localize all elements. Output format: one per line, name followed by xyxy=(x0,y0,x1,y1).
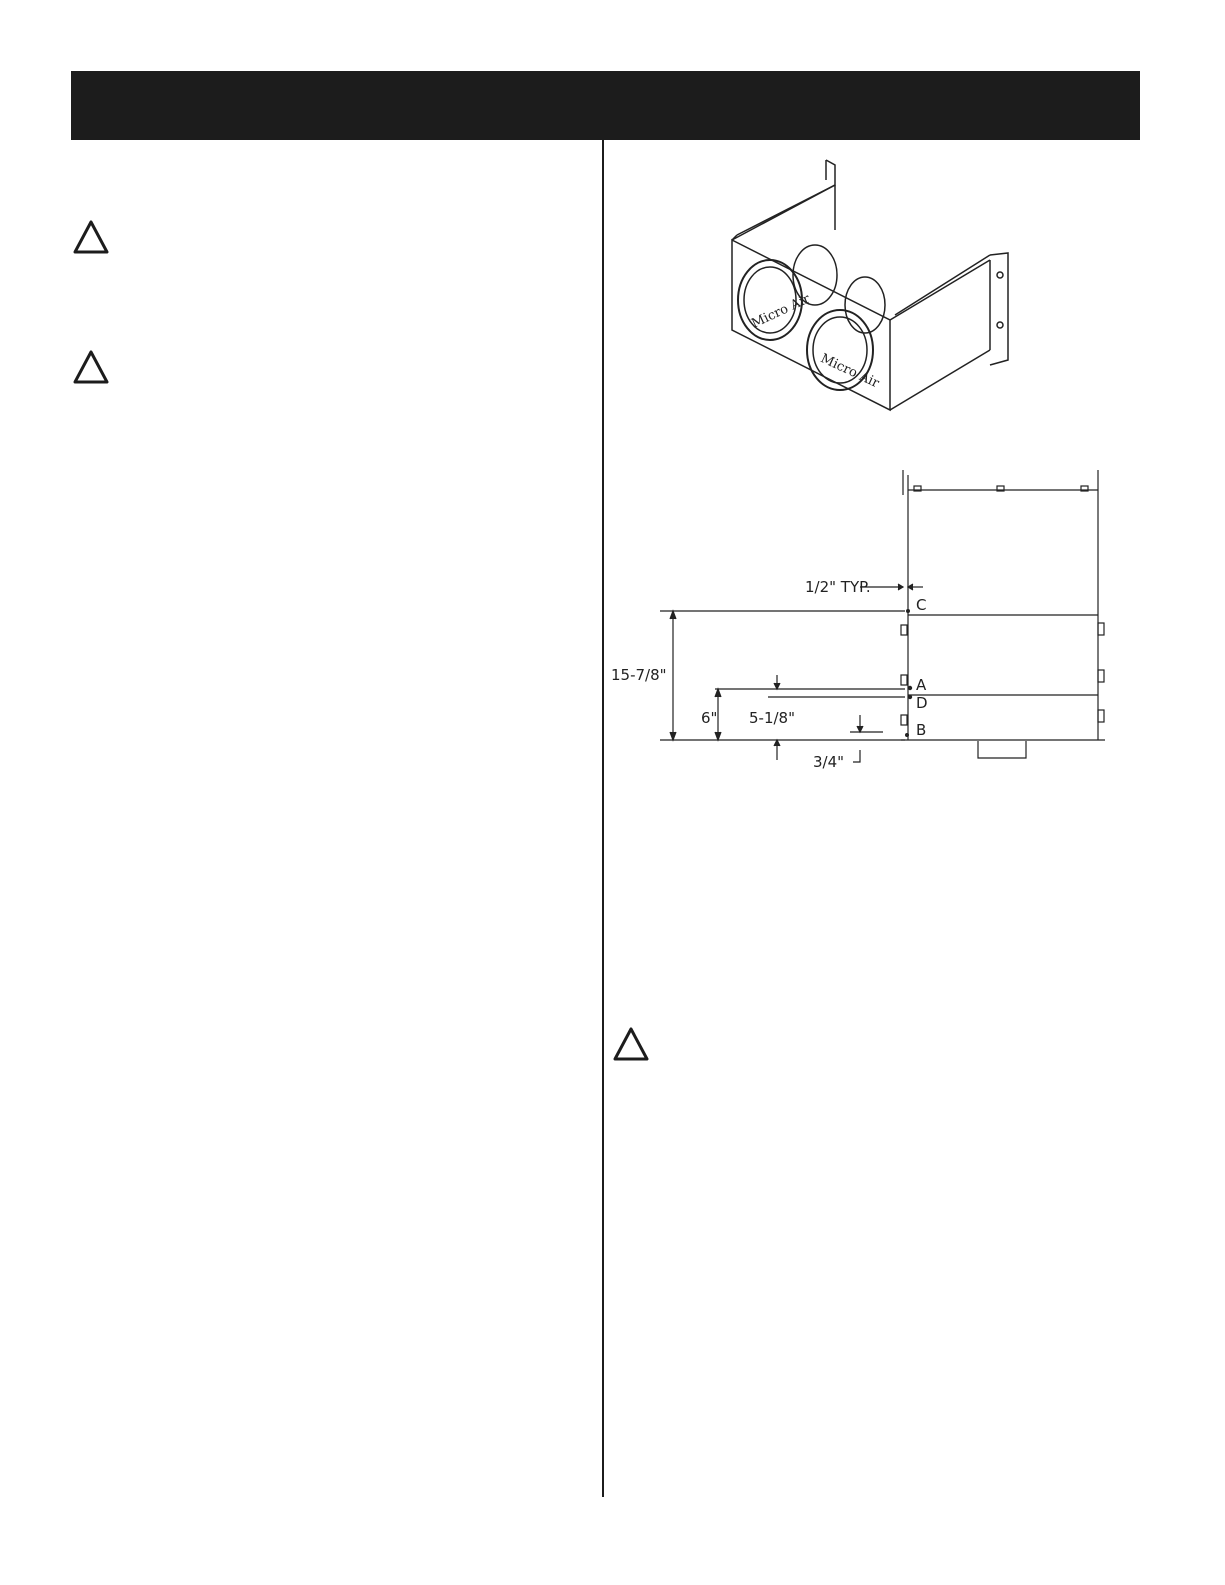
dim-five-label: 5-1/8" xyxy=(749,709,795,727)
point-b-label: B xyxy=(916,721,927,739)
header-bar xyxy=(71,71,1140,140)
warning-triangle-icon xyxy=(71,218,111,258)
typ-label: 1/2" TYP. xyxy=(805,578,871,596)
warning-triangle-icon xyxy=(71,348,111,388)
gauge-right-brand-text: Micro Air xyxy=(818,351,882,392)
dim-six-label: 6" xyxy=(701,709,718,727)
point-a-label: A xyxy=(916,676,927,694)
gauge-left-brand-text: Micro Air xyxy=(749,291,813,332)
column-divider xyxy=(602,140,604,1497)
point-c-label: C xyxy=(916,596,927,614)
point-d-label: D xyxy=(916,694,928,712)
gauge-bracket-illustration xyxy=(720,155,1030,415)
dim-total-label: 15-7/8" xyxy=(611,666,667,684)
dim-three-quarter-label: 3/4" xyxy=(813,753,845,771)
warning-triangle-icon xyxy=(611,1025,651,1065)
dimension-drawing xyxy=(605,465,1125,775)
